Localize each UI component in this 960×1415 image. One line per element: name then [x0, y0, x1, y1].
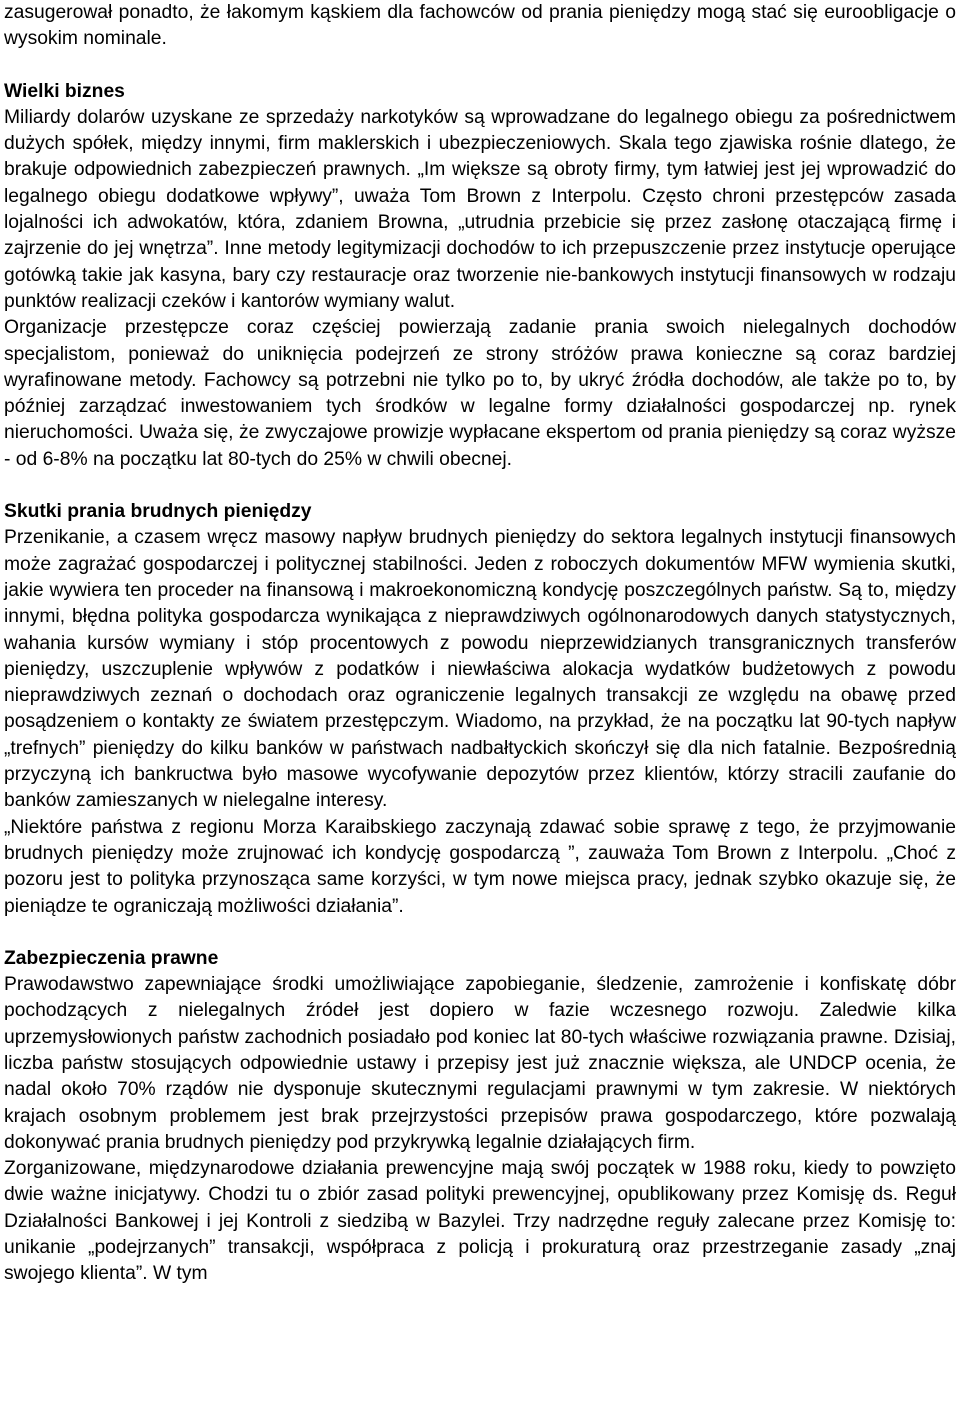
section-heading: Skutki prania brudnych pieniędzy	[4, 501, 312, 523]
paragraph: Miliardy dolarów uzyskane ze sprzedaży narkotyków są wprowadzane do legalnego obiegu za pośrednictwem dużych spółek, między innymi, firm maklerskich i ubezpieczeniowych. Skala tego zjawiska rośnie dlatego, że brakuje odpowiednich zabezpieczeń prawnych. „Im większe są obroty firmy, tym łatwiej jest jej wprowadzić do legalnego obiegu dodatkowe wpływy”, uważa Tom Brown z Interpolu. Często chroni przestępców zasada lojalności ich adwokatów, która, zdaniem Browna, „utrudnia przebicie się przez zasłonę otaczającą firmę i zajrzenie do jej wnętrza”. Inne metody legitymizacji dochodów to ich przepuszczenie przez instytucje operujące gotówką takie jak kasyna, bary czy restauracje oraz tworzenie nie-bankowych instytucji finansowych w rodzaju punktów realizacji czeków i kantorów wymiany walut.	[4, 106, 956, 312]
paragraph: „Niektóre państwa z regionu Morza Karaibskiego zaczynają zdawać sobie sprawę z tego, że przyjmowanie brudnych pieniędzy może zrujnować ich kondycję gospodarczą ”, zauważa Tom Brown z Interpolu. „Choć z pozoru jest to polityka przynosząca same korzyści, w tym nowe miejsca pracy, jednak szybko okazuje się, że pieniądze te ograniczają możliwości działania”.	[4, 816, 956, 917]
paragraph: Przenikanie, a czasem wręcz masowy napływ brudnych pieniędzy do sektora legalnych instytucji finansowych może zagrażać gospodarczej i politycznej stabilności. Jeden z roboczych dokumentów MFW wymienia skutki, jakie wywiera ten proceder na finansową i makroekonomiczną kondycję poszczególnych państw. Są to, między innymi, błędna polityka gospodarcza wynikająca z nieprawdziwych ogólnonarodowych danych statystycznych, wahania kursów wymiany i stóp procentowych z powodu nieprzewidzianych transgranicznych transferów pieniędzy, uszczuplenie wpływów z podatków i niewłaściwa alokacja wydatków budżetowych z powodu nieprawdziwych zeznań o dochodach oraz ograniczenie legalnych transakcji ze względu na obawę przed posądzeniem o kontakty ze światem przestępczym. Wiadomo, na przykład, że na początku lat 90-tych napływ „trefnych” pieniędzy do kilku banków w państwach nadbałtyckich skończył się dla nich fatalnie. Bezpośrednią przyczyną ich bankructwa było masowe wycofywanie depozytów przez klientów, którzy stracili zaufanie do banków zamieszanych w nielegalne interesy.	[4, 527, 956, 812]
paragraph: Prawodawstwo zapewniające środki umożliwiające zapobieganie, śledzenie, zamrożenie i konfiskatę dóbr pochodzących z nielegalnych źródeł jest dopiero w fazie wczesnego rozwoju. Zaledwie kilka uprzemysłowionych państw zachodnich posiadało pod koniec lat 80-tych właściwe rozwiązania prawne. Dzisiaj, liczba państw stosujących odpowiednie ustawy i przepisy jest już znacznie większa, ale UNDCP ocenia, że nadal około 70% rządów nie dysponuje skutecznymi regulacjami prawnymi w tym zakresie. W niektórych krajach osobnym problemem jest brak przejrzystości przepisów prawa gospodarczego, które pozwalają dokonywać prania brudnych pieniędzy pod przykrywką legalnie działających firm.	[4, 974, 956, 1153]
paragraph: Organizacje przestępcze coraz częściej powierzają zadanie prania swoich nielegalnych dochodów specjalistom, ponieważ do uniknięcia podejrzeń ze strony stróżów prawa konieczne są coraz bardziej wyrafinowane metody. Fachowcy są potrzebni nie tylko po to, by ukryć źródła dochodów, ale także po to, by później zarządzać inwestowaniem tych środków w legalne formy działalności gospodarczej np. rynek nieruchomości. Uważa się, że zwyczajowe prowizje wypłacane ekspertom od prania pieniędzy są coraz wyższe - od 6-8% na początku lat 80-tych do 25% w chwili obecnej.	[4, 317, 956, 470]
spacer	[4, 473, 956, 499]
intro-paragraph	[4, 0, 956, 53]
paragraph: Zorganizowane, międzynarodowe działania prewencyjne mają swój początek w 1988 roku, kiedy to powzięto dwie ważne inicjatywy. Chodzi tu o zbiór zasad polityki prewencyjnej, opublikowany przez Komisję ds. Reguł Działalności Bankowej i jej Kontroli z siedzibą w Bazylei. Trzy nadrzędne reguły zalecane przez Komisję to: unikanie „podejrzanych” transakcji, współpraca z policją i prokuraturą oraz przestrzeganie zasady „znaj swojego klienta”. W tym	[4, 1158, 956, 1285]
section-heading: Zabezpieczenia prawne	[4, 947, 219, 969]
section-wielki-biznes	[4, 79, 956, 473]
spacer	[4, 920, 956, 946]
section-heading: Wielki biznes	[4, 80, 125, 102]
section-skutki	[4, 499, 956, 920]
spacer	[4, 53, 956, 79]
paragraph: zasugerował ponadto, że łakomym kąskiem dla fachowców od prania pieniędzy mogą stać się euroobligacje o wysokim nominale.	[4, 2, 956, 50]
section-zabezpieczenia	[4, 946, 956, 1288]
